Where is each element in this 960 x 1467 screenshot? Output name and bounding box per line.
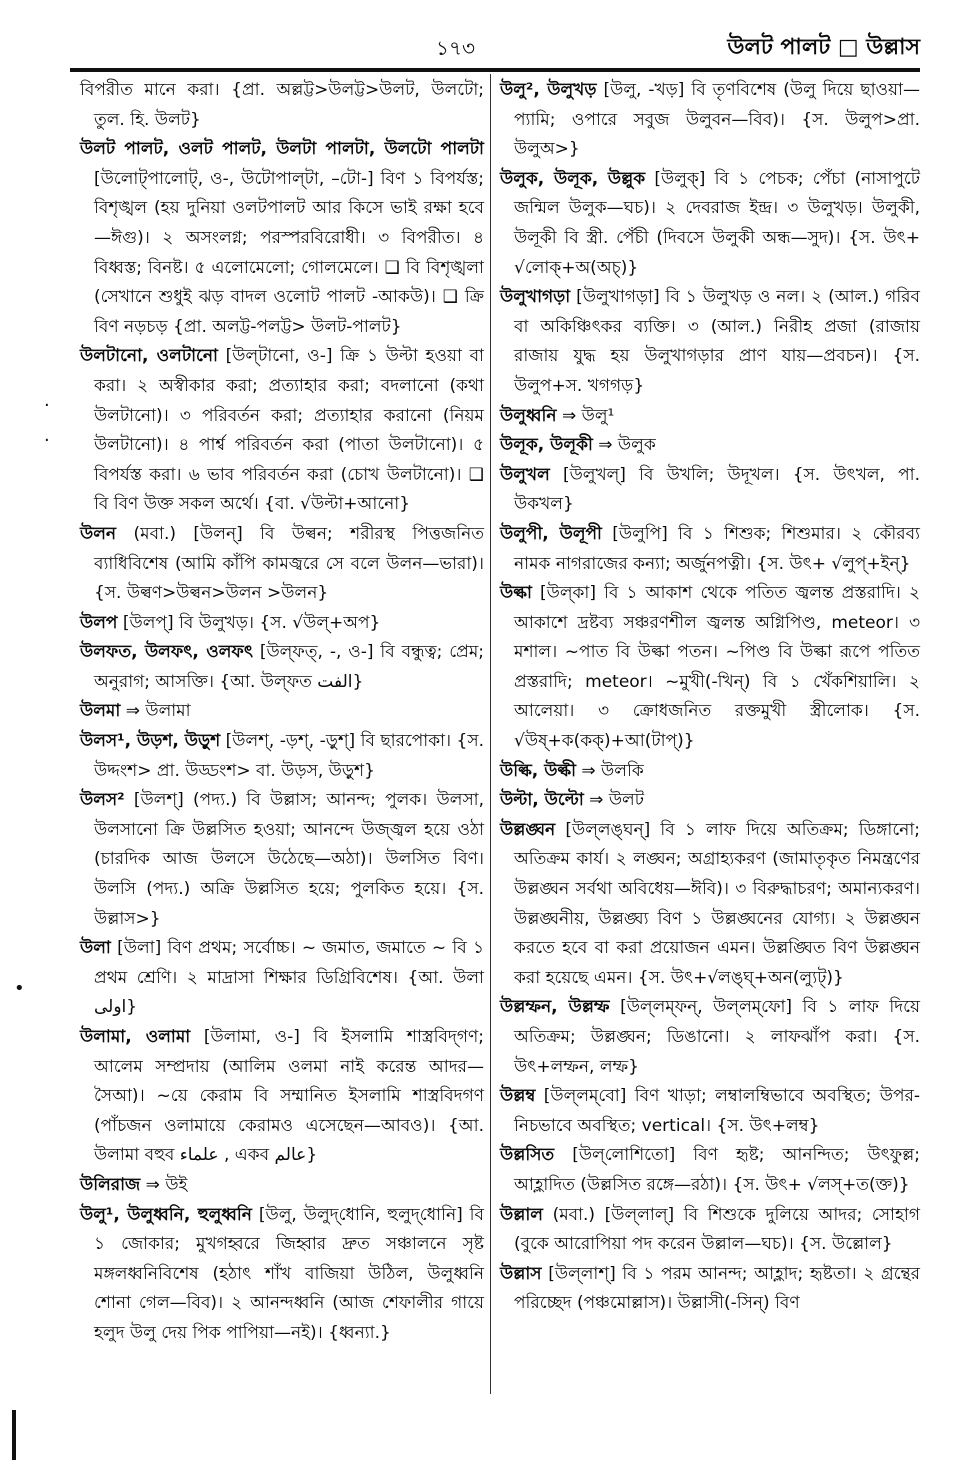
definition: (মবা.) [উল্‌লাল্‌] বি শিশুকে দুলিয়ে আদর; সোহাগ (বুকে আরোপিয়া পদ করেন উল্লাল—ঘচ)। {স. উল্লোল}	[514, 1204, 920, 1255]
dictionary-entry	[500, 1082, 920, 1141]
definition: [উলা] বিণ প্রথম; সর্বোচ্চ। ~ জমাত, জমাতে ~ বি ১ প্রথম শ্রেণি। ২ মাদ্রাসা শিক্ষার ডিগ্রিবিশেষ। {আ. উলা اولی}	[94, 938, 484, 1018]
header-rule	[70, 68, 920, 72]
dictionary-entry	[500, 786, 920, 816]
margin-bullet: •	[14, 978, 25, 999]
definition: [উল্‌লম্‌ফন্‌, উল্‌লম্‌ফো] বি ১ লাফ দিয়ে অতিক্রম; উল্লঙ্ঘন; ডিঙানো। ২ লাফঝাঁপ করা। {স. উৎ+লম্ফন, লম্ফ}	[514, 997, 920, 1077]
margin-dot: ·	[44, 430, 50, 451]
definition: ⇒ উলকি	[581, 760, 644, 781]
dictionary-entry	[80, 1171, 484, 1201]
dictionary-entry	[500, 283, 920, 401]
margin-line	[12, 1410, 16, 1460]
headword: উল্লসিত	[500, 1145, 555, 1166]
headword: উলামা, ওলামা	[80, 1027, 191, 1047]
definition: [উলুক্‌] বি ১ পেচক; পেঁচা (নাসাপুটে জন্মিল উলুক—ঘচ)। ২ দেবরাজ ইন্দ্র। ৩ উলুখড়। উলুকী, উলূকী বি স্ত্রী. পেঁচী (দিবসে উলুকী অন্ধ—সুদ)। {স. উৎ+ √লোক্‌+অ(অচ্‌)}	[514, 168, 921, 278]
dictionary-entry	[500, 579, 920, 757]
headword: উলুধ্বনি	[500, 405, 557, 426]
headword: উলস¹, উড়শ, উড়ুশ	[80, 731, 221, 752]
definition: ⇒ উই	[145, 1174, 188, 1195]
definition: ⇒ উলু¹	[561, 405, 615, 426]
definition: ⇒ উলট	[589, 790, 644, 811]
headword: উলা	[80, 938, 111, 959]
definition: [উলশ্‌, -ড়শ্‌, -ড়ুশ্‌] বি ছারপোকা। {স. উদ্দংশ> প্রা. উড্ডংশ> বা. উড়স, উড়ুশ}	[94, 731, 484, 781]
dictionary-entry	[500, 461, 920, 520]
dictionary-entry	[80, 934, 484, 1023]
dictionary-entry	[80, 1023, 484, 1171]
definition: [উলু, উলুদ্‌ধোনি, হুলুদ্‌ধোনি] বি ১ জোকার; মুখগহ্বরে জিহ্বার দ্রুত সঞ্চালনে সৃষ্ট মঙ্গলধ্বনিবিশেষ (হঠাৎ শাঁখ বাজিয়া উঠিল, উলুধ্বনি শোনা গেল—বিব)। ২ আনন্দধ্বনি (আজ শেফালীর গায়ে হলুদ উলু দেয় পিক পাপিয়া—নই)। {ধ্বন্যা.}	[94, 1204, 484, 1343]
headword: উলু², উলুখড়	[500, 80, 597, 100]
definition: [উল্‌লাশ্‌] বি ১ পরম আনন্দ; আহ্লাদ; হৃষ্টতা। ২ গ্রন্থের পরিচ্ছেদ (পঞ্চমোল্লাস)। উল্লাসী(-সিন্‌) বিণ	[514, 1263, 920, 1314]
definition: [উল্‌টানো, ও-] ক্রি ১ উল্টা হওয়া বা করা। ২ অস্বীকার করা; প্রত্যাহার করা; বদলানো (কথা উলটানো)। ৩ পরিবর্তন করা; প্রত্যাহার করানো (নিয়ম উলটানো)। ৪ পার্শ্ব পরিবর্তন করা (পাতা উলটানো)। ৫ বিপর্যস্ত করা। ৬ ভাব পরিবর্তন করা (চোখ উলটানো)। ❑ বি বিণ উক্ত সকল অর্থে। {বা. √উল্টা+আনো}	[94, 346, 484, 515]
dictionary-entry	[80, 609, 484, 639]
headword: উল্লাস	[500, 1263, 542, 1284]
dictionary-entry	[80, 786, 484, 934]
headword: উলমা	[80, 701, 121, 722]
headword: উলূক, উলূকী	[500, 435, 593, 456]
headword: উলফত, উলফৎ, ওলফৎ	[80, 642, 253, 663]
dictionary-entry	[80, 1201, 484, 1349]
headword: উল্কা	[500, 583, 532, 604]
definition: [উল্‌কা] বি ১ আকাশ থেকে পতিত জ্বলন্ত প্রস্তরাদি। ২ আকাশে দ্রষ্টব্য সঞ্চরণশীল জ্বলন্ত অগ্নিপিণ্ড, meteor। ৩ মশাল। ~পাত বি উল্কা পতন। ~পিণ্ড বি উল্কা রূপে পতিত প্রস্তরাদি; meteor। ~মুখী(-খিন্‌) বি ১ খেঁকশিয়ালি। ২ আলেয়া। ৩ ক্রোধজনিত রক্তমুখী স্ত্রীলোক। {স. √উষ্‌+ক(কক্‌)+আ(টাপ্‌)}	[514, 583, 921, 752]
definition: [উলুখাগড়া] বি ১ উলুখড় ও নল। ২ (আল.) গরিব বা অকিঞ্চিৎকর ব্যক্তি। ৩ (আল.) নিরীহ প্রজা (রাজায় রাজায় যুদ্ধ হয় উলুখাগড়ার প্রাণ যায়—প্রবচন)। {স. উলুপ+স. খগগড়}	[514, 287, 920, 396]
headword: উলন	[80, 523, 117, 544]
definition: [উলু, -খড়] বি তৃণবিশেষ (উলু দিয়ে ছাওয়া—প্যামি; ওপারে সবুজ উলুবন—বিব)। {স. উলুপ>প্রা. উলুঅ>}	[514, 80, 920, 160]
definition: [উলামা, ও-] বি ইসলামি শাস্ত্রবিদ্‌গণ; আলেম সম্প্রদায় (আলিম ওলমা নাই করেন্ত আদর—সৈআ)। ~য়ে কেরাম বি সম্মানিত ইসলামি শাস্ত্রবিদগণ (পাঁচজন ওলামায়ে কেরামও এসেছেন—আবও)। {আ. উলামা বহুব علماء , একব عالم}	[94, 1027, 484, 1166]
dictionary-entry	[80, 342, 484, 520]
headword: উলপ	[80, 612, 118, 633]
column-separator	[490, 74, 491, 1394]
dictionary-entry	[500, 816, 920, 994]
dictionary-entry	[80, 76, 484, 135]
dictionary-entry	[500, 1260, 920, 1319]
headword: উল্লাল	[500, 1204, 543, 1225]
headword: উলু¹, উলুধ্বনি, হুলুধ্বনি	[80, 1204, 252, 1225]
dictionary-entry	[500, 431, 920, 461]
definition: [উল্‌লম্‌বো] বিণ খাড়া; লম্বালম্বিভাবে অবস্থিত; উপর-নিচভাবে অবস্থিত; vertical। {স. উৎ+লম্ব}	[514, 1086, 920, 1136]
headword: উলুখাগড়া	[500, 287, 571, 308]
definition: (মবা.) [উলন্‌] বি উল্বন; শরীরস্থ পিত্তজনিত ব্যাধিবিশেষ (আমি কাঁপি কামজ্বরে সে বলে উলন—ভারা)। {স. উল্বণ>উল্বন>উলন >উলন}	[94, 523, 484, 604]
definition: [উলুখল্‌] বি উখলি; উদূখল। {স. উৎখল, পা. উকখল}	[514, 464, 920, 515]
dictionary-entry	[80, 135, 484, 342]
definition: ⇒ উলুক	[598, 435, 656, 456]
dictionary-entry	[500, 1141, 920, 1200]
headword: উলস²	[80, 790, 125, 811]
dictionary-entry	[80, 638, 484, 697]
headword: উলুপী, উলূপী	[500, 523, 602, 544]
headword: উল্কি, উল্কী	[500, 760, 576, 781]
dictionary-entry	[500, 993, 920, 1082]
headword: উল্লম্ফন, উল্লম্ফ	[500, 997, 610, 1018]
headword: উল্টা, উল্টো	[500, 790, 584, 811]
headword: উলুখল	[500, 464, 550, 485]
dictionary-entry	[80, 727, 484, 786]
definition: [উলোট্‌পালোট্‌, ও-, উটোপাল্‌টা, –টো-] বিণ ১ বিপর্যস্ত; বিশৃঙ্খল (হয় দুনিয়া ওলটপালট আর কিসে ভাই রক্ষা হবে—ঈগু)। ২ অসংলগ্ন; পরস্পরবিরোধী। ৩ বিপরীত। ৪ বিধ্বস্ত; বিনষ্ট। ৫ এলোমেলো; গোলমেলে। ❑ বি বিশৃঙ্খলা (সেখানে শুধুই ঝড় বাদল ওলোট পালট -আকউ)। ❑ ক্রি বিণ নড়চড় {প্রা. অলট্ট-পলট্ট> উলট-পালট}	[94, 168, 484, 337]
definition: [উলপ্‌] বি উলুখড়। {স. √উল্‌+অপ}	[122, 612, 381, 633]
running-head: উলট পালট □ উল্লাস	[727, 35, 920, 60]
definition: [উলুপি] বি ১ শিশুক; শিশুমার। ২ কৌরব্য নামক নাগরাজের কন্যা; অর্জুনপত্নী। {স. উৎ+ √লুপ্‌+ইন্‌}	[514, 523, 920, 574]
headword: উলিরাজ	[80, 1174, 141, 1195]
margin-dot: ·	[44, 395, 50, 416]
definition: [উল্‌লোশিতো] বিণ হৃষ্ট; আনন্দিত; উৎফুল্ল; আহ্লাদিত (উল্লসিত রঙ্গে—রঠা)। {স. উৎ+ √লস্‌+ত(ক্ত)}	[514, 1145, 921, 1195]
definition: [উল্‌ফত্‌, -, ও-] বি বন্ধুত্ব; প্রেম; অনুরাগ; আসক্তি। {আ. উল্‌ফত الفت}	[94, 642, 484, 692]
dictionary-entry	[80, 697, 484, 727]
definition: [উলশ্‌] (পদ্য.) বি উল্লাস; আনন্দ; পুলক। উলসা, উলসানো ক্রি উল্লসিত হওয়া; আনন্দে উজ্জ্বল হয়ে ওঠা (চারদিক আজ উলসে উঠেছে—অঠা)। উলসিত বিণ। উলসি (পদ্য.) অক্রি উল্লসিত হয়ে; পুলকিত হয়ে। {স. উল্লাস>}	[94, 790, 485, 929]
dictionary-entry	[80, 520, 484, 609]
definition: [উল্‌লঙ্‌ঘন্‌] বি ১ লাফ দিয়ে অতিক্রম; ডিঙ্গানো; অতিক্রম কার্য। ২ লঙ্ঘন; অগ্রাহ্যকরণ (জামাতৃকৃত নিমন্ত্রণের উল্লঙ্ঘন সর্বথা অবিধেয়—ঈবি)। ৩ বিরুদ্ধাচরণ; অমান্যকরণ। উল্লঙ্ঘনীয়, উল্লঙ্ঘ্য বিণ ১ উল্লঙ্ঘনের যোগ্য। ২ উল্লঙ্ঘন করতে হবে বা করা প্রয়োজন এমন। উল্লঙ্ঘিত বিণ উল্লঙ্ঘন করা হয়েছে এমন। {স. উৎ+√লঙ্ঘ্‌+অন(ল্যুট্‌)}	[514, 819, 920, 988]
headword: উলুক, উলূক, উল্লুক	[500, 168, 646, 189]
dictionary-entry	[500, 165, 920, 283]
headword: উলট পালট, ওলট পালট, উলটা পালটা, উলটো পালটা	[80, 139, 484, 160]
dictionary-entry	[500, 402, 920, 432]
dictionary-entry	[500, 1201, 920, 1260]
right-column	[500, 76, 920, 1319]
definition: বিপরীত মানে করা। {প্রা. অল্লট্ট>উলট্ট>উলট, উলটো; তুল. হি. উলট}	[80, 80, 484, 130]
headword: উল্লম্ব	[500, 1086, 536, 1107]
headword: উলটানো, ওলটানো	[80, 346, 218, 367]
headword: উল্লঙ্ঘন	[500, 819, 556, 840]
left-column	[80, 76, 484, 1349]
page-number: ১৭৩	[436, 36, 475, 60]
definition: ⇒ উলামা	[125, 701, 191, 722]
dictionary-entry	[500, 76, 920, 165]
dictionary-entry	[500, 757, 920, 787]
dictionary-entry	[500, 520, 920, 579]
